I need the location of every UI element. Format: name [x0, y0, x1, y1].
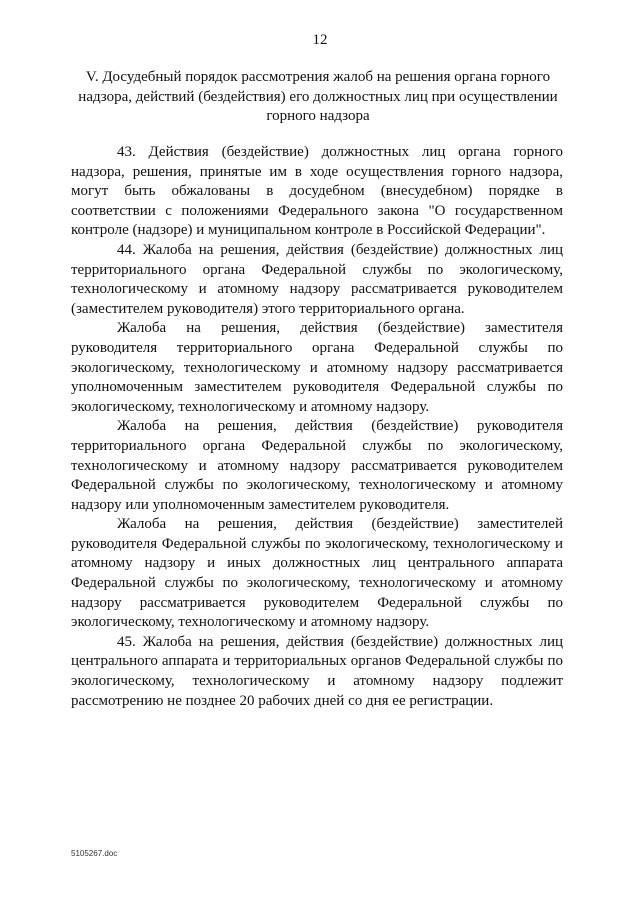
paragraph-43: 43. Действия (бездействие) должностных лиц органа горного надзора, решения, принятые им в ходе осуществления горного надзора, могут быть обжалованы в досудебном (внесудебном) порядке в соответствии с положениями Федерального закона "О государственном контроле (надзоре) и муниципальном контроле в Российской Федерации".: [71, 144, 563, 239]
document-body: [71, 143, 563, 711]
section-heading: V. Досудебный порядок рассмотрения жалоб на решения органа горного надзора, действий (бездействия) его должностных лиц при осуществлении горного надзора: [78, 69, 558, 124]
paragraph-44-deputy: Жалоба на решения, действия (бездействие) заместителя руководителя территориального органа Федеральной службы по экологическому, технологическому и атомному надзору рассматривается уполномоченным заместителем руководителя Федеральной службы по экологическому, технологическому и атомному надзору.: [71, 320, 563, 415]
paragraph-44: 44. Жалоба на решения, действия (бездействие) должностных лиц территориального органа Федеральной службы по экологическому, технологическому и атомному надзору рассматривается руководителем (заместителем руководителя) этого территориального органа.: [71, 241, 563, 317]
paragraph-45: 45. Жалоба на решения, действия (бездействие) должностных лиц центрального аппарата и территориальных органов Федеральной службы по экологическому, технологическому и атомному надзору подлежит рассмотрению не позднее 20 рабочих дней со дня ее регистрации.: [71, 633, 563, 709]
document-file-reference: 5105267.doc: [71, 849, 118, 858]
paragraph-44-head: Жалоба на решения, действия (бездействие) руководителя территориального органа Федеральной службы по экологическому, технологическому и атомному надзору рассматривается руководителем Федеральной службы по экологическому, технологическому и атомному надзору или уполномоченным заместителем руководителя.: [71, 418, 563, 513]
paragraph-44-central: Жалоба на решения, действия (бездействие) заместителей руководителя Федеральной службы по экологическому, технологическому и атомному надзору и иных должностных лиц центрального аппарата Федеральной службы по экологическому, технологическому и атомному надзору рассматривается руководителем Федеральной службы по экологическому, технологическому и атомному надзору.: [71, 516, 563, 631]
page-number: 12: [312, 32, 328, 48]
